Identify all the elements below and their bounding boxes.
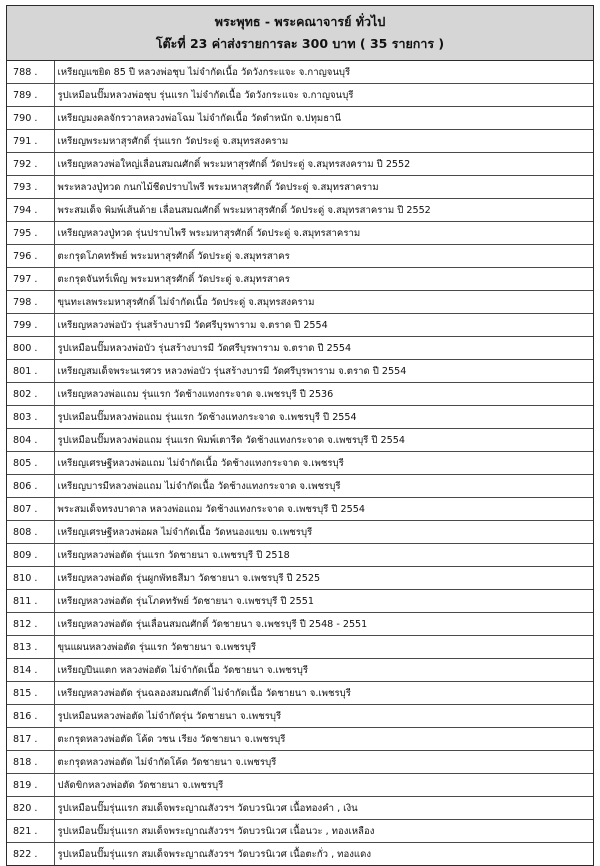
table-row xyxy=(7,130,593,153)
item-description: เหรียญหลวงพ่อตัด รุ่นผูกพัทธสีมา วัดชายนา จ.เพชรบุรี ปี 2525 xyxy=(54,567,593,590)
item-number: 788 . xyxy=(7,61,54,84)
table-row xyxy=(7,498,593,521)
item-number: 802 . xyxy=(7,383,54,406)
list-title: พระพุทธ - พระคณาจารย์ ทั่วไป xyxy=(214,14,386,29)
table-row xyxy=(7,406,593,429)
item-description: รูปเหมือนปั๊มรุ่นแรก สมเด็จพระญาณสังวรฯ วัดบวรนิเวศ เนื้อนวะ , ทองเหลือง xyxy=(54,820,593,843)
item-description: เหรียญหลวงพ่อแถม รุ่นแรก วัดช้างแทงกระจาด จ.เพชรบุรี ปี 2536 xyxy=(54,383,593,406)
item-description: ขุนแผนหลวงพ่อตัด รุ่นแรก วัดชายนา จ.เพชรบุรี xyxy=(54,636,593,659)
item-description: พระสมเด็จทรงบาดาล หลวงพ่อแถม วัดช้างแทงกระจาด จ.เพชรบุรี ปี 2554 xyxy=(54,498,593,521)
table-row xyxy=(7,107,593,130)
auction-list-sheet xyxy=(6,5,594,866)
item-number: 817 . xyxy=(7,728,54,751)
table-row xyxy=(7,245,593,268)
table-row xyxy=(7,590,593,613)
table-row xyxy=(7,659,593,682)
item-description: เหรียญแซยิด 85 ปี หลวงพ่อชุบ ไม่จำกัดเนื้อ วัดวังกระแจะ จ.กาญจนบุรี xyxy=(54,61,593,84)
item-number: 809 . xyxy=(7,544,54,567)
table-row xyxy=(7,544,593,567)
item-number: 797 . xyxy=(7,268,54,291)
table-row xyxy=(7,268,593,291)
item-description: เหรียญเศรษฐีหลวงพ่อผล ไม่จำกัดเนื้อ วัดหนองแขม จ.เพชรบุรี xyxy=(54,521,593,544)
table-row xyxy=(7,360,593,383)
table-row xyxy=(7,429,593,452)
item-number: 799 . xyxy=(7,314,54,337)
table-row xyxy=(7,843,593,866)
item-description: พระหลวงปู่ทวด กนกไม้ชีดปราบไพรี พระมหาสุรศักดิ์ วัดประดู่ จ.สมุทรสาคราม xyxy=(54,176,593,199)
item-number: 811 . xyxy=(7,590,54,613)
item-number: 795 . xyxy=(7,222,54,245)
item-description: ตะกรุดโภคทรัพย์ พระมหาสุรศักดิ์ วัดประดู่ จ.สมุทรสาคร xyxy=(54,245,593,268)
item-number: 794 . xyxy=(7,199,54,222)
item-number: 810 . xyxy=(7,567,54,590)
item-number: 812 . xyxy=(7,613,54,636)
table-row xyxy=(7,475,593,498)
item-description: เหรียญหลวงพ่อตัด รุ่นเลื่อนสมณศักดิ์ วัดชายนา จ.เพชรบุรี ปี 2548 - 2551 xyxy=(54,613,593,636)
item-number: 815 . xyxy=(7,682,54,705)
item-description: เหรียญสมเด็จพระนเรศวร หลวงพ่อบัว รุ่นสร้างบารมี วัดศรีบุรพาราม จ.ตราด ปี 2554 xyxy=(54,360,593,383)
item-description: เหรียญบารมีหลวงพ่อแถม ไม่จำกัดเนื้อ วัดช้างแทงกระจาด จ.เพชรบุรี xyxy=(54,475,593,498)
item-number: 813 . xyxy=(7,636,54,659)
item-number: 789 . xyxy=(7,84,54,107)
table-row xyxy=(7,567,593,590)
table-row xyxy=(7,452,593,475)
table-row xyxy=(7,314,593,337)
item-number: 796 . xyxy=(7,245,54,268)
table-row xyxy=(7,751,593,774)
item-number: 790 . xyxy=(7,107,54,130)
item-description: รูปเหมือนปั๊มหลวงพ่อบัว รุ่นสร้างบารมี วัดศรีบุรพาราม จ.ตราด ปี 2554 xyxy=(54,337,593,360)
item-number: 803 . xyxy=(7,406,54,429)
table-row xyxy=(7,61,593,84)
table-row xyxy=(7,291,593,314)
table-row xyxy=(7,774,593,797)
item-description: เหรียญมงคลจักรวาลหลวงพ่อโฉม ไม่จำกัดเนื้อ วัดตำหนัก จ.ปทุมธานี xyxy=(54,107,593,130)
table-row xyxy=(7,383,593,406)
item-number: 821 . xyxy=(7,820,54,843)
item-description: ตะกรุดจันทร์เพ็ญ พระมหาสุรศักดิ์ วัดประดู่ จ.สมุทรสาคร xyxy=(54,268,593,291)
table-row xyxy=(7,521,593,544)
item-description: รูปเหมือนปั๊มหลวงพ่อชุบ รุ่นแรก ไม่จำกัดเนื้อ วัดวังกระแจะ จ.กาญจนบุรี xyxy=(54,84,593,107)
item-description: เหรียญเศรษฐีหลวงพ่อแถม ไม่จำกัดเนื้อ วัดช้างแทงกระจาด จ.เพชรบุรี xyxy=(54,452,593,475)
table-row xyxy=(7,682,593,705)
table-row xyxy=(7,613,593,636)
table-row xyxy=(7,199,593,222)
item-description: เหรียญปีนแตก หลวงพ่อตัด ไม่จำกัดเนื้อ วัดชายนา จ.เพชรบุรี xyxy=(54,659,593,682)
list-header xyxy=(7,6,593,61)
item-description: ตะกรุดหลวงพ่อตัด โค้ด วชน เรียง วัดชายนา จ.เพชรบุรี xyxy=(54,728,593,751)
item-number: 805 . xyxy=(7,452,54,475)
item-description: เหรียญหลวงพ่อบัว รุ่นสร้างบารมี วัดศรีบุรพาราม จ.ตราด ปี 2554 xyxy=(54,314,593,337)
item-number: 819 . xyxy=(7,774,54,797)
table-row xyxy=(7,636,593,659)
item-number: 804 . xyxy=(7,429,54,452)
item-number: 816 . xyxy=(7,705,54,728)
table-row xyxy=(7,728,593,751)
table-row xyxy=(7,176,593,199)
item-number: 798 . xyxy=(7,291,54,314)
table-row xyxy=(7,222,593,245)
item-number: 800 . xyxy=(7,337,54,360)
table-row xyxy=(7,84,593,107)
item-description: รูปเหมือนปั๊มหลวงพ่อแถม รุ่นแรก พิมพ์เตารีด วัดช้างแทงกระจาด จ.เพชรบุรี ปี 2554 xyxy=(54,429,593,452)
item-description: เหรียญพระมหาสุรศักดิ์ รุ่นแรก วัดประดู่ จ.สมุทรสงคราม xyxy=(54,130,593,153)
table-row xyxy=(7,820,593,843)
table-info: โต๊ะที่ 23 ค่าส่งรายการละ 300 บาท ( 35 รายการ ) xyxy=(155,36,445,51)
item-description: เหรียญหลวงพ่อตัด รุ่นฉลองสมณศักดิ์ ไม่จำกัดเนื้อ วัดชายนา จ.เพชรบุรี xyxy=(54,682,593,705)
item-number: 792 . xyxy=(7,153,54,176)
item-description: เหรียญหลวงพ่อใหญ่เลื่อนสมณศักดิ์ พระมหาสุรศักดิ์ วัดประดู่ จ.สมุทรสงคราม ปี 2552 xyxy=(54,153,593,176)
item-number: 791 . xyxy=(7,130,54,153)
item-number: 822 . xyxy=(7,843,54,866)
item-number: 820 . xyxy=(7,797,54,820)
item-description: เหรียญหลวงพ่อตัด รุ่นแรก วัดชายนา จ.เพชรบุรี ปี 2518 xyxy=(54,544,593,567)
item-description: พระสมเด็จ พิมพ์เส้นด้าย เลื่อนสมณศักดิ์ พระมหาสุรศักดิ์ วัดประดู่ จ.สมุทรสาคราม ปี 2552 xyxy=(54,199,593,222)
item-description: รูปเหมือนปั๊มหลวงพ่อแถม รุ่นแรก วัดช้างแทงกระจาด จ.เพชรบุรี ปี 2554 xyxy=(54,406,593,429)
item-number: 807 . xyxy=(7,498,54,521)
item-number: 818 . xyxy=(7,751,54,774)
item-description: รูปเหมือนปั๊มรุ่นแรก สมเด็จพระญาณสังวรฯ วัดบวรนิเวศ เนื้อทองคำ , เงิน xyxy=(54,797,593,820)
item-number: 801 . xyxy=(7,360,54,383)
item-description: ตะกรุดหลวงพ่อตัด ไม่จำกัดโค้ด วัดชายนา จ.เพชรบุรี xyxy=(54,751,593,774)
item-number: 806 . xyxy=(7,475,54,498)
table-row xyxy=(7,153,593,176)
item-number: 808 . xyxy=(7,521,54,544)
item-description: เหรียญหลวงปู่ทวด รุ่นปราบไพรี พระมหาสุรศักดิ์ วัดประดู่ จ.สมุทรสาคราม xyxy=(54,222,593,245)
item-number: 814 . xyxy=(7,659,54,682)
table-row xyxy=(7,705,593,728)
item-number: 793 . xyxy=(7,176,54,199)
item-description: ปลัดขิกหลวงพ่อตัด วัดชายนา จ.เพชรบุรี xyxy=(54,774,593,797)
item-description: รูปเหมือนปั๊มรุ่นแรก สมเด็จพระญาณสังวรฯ วัดบวรนิเวศ เนื้อตะกั่ว , ทองแดง xyxy=(54,843,593,866)
items-table xyxy=(7,61,593,865)
table-row xyxy=(7,337,593,360)
table-row xyxy=(7,797,593,820)
item-description: เหรียญหลวงพ่อตัด รุ่นโภคทรัพย์ วัดชายนา จ.เพชรบุรี ปี 2551 xyxy=(54,590,593,613)
item-description: ขุนทะเลพระมหาสุรศักดิ์ ไม่จำกัดเนื้อ วัดประดู่ จ.สมุทรสงคราม xyxy=(54,291,593,314)
item-description: รูปเหมือนหลวงพ่อตัด ไม่จำกัดรุ่น วัดชายนา จ.เพชรบุรี xyxy=(54,705,593,728)
